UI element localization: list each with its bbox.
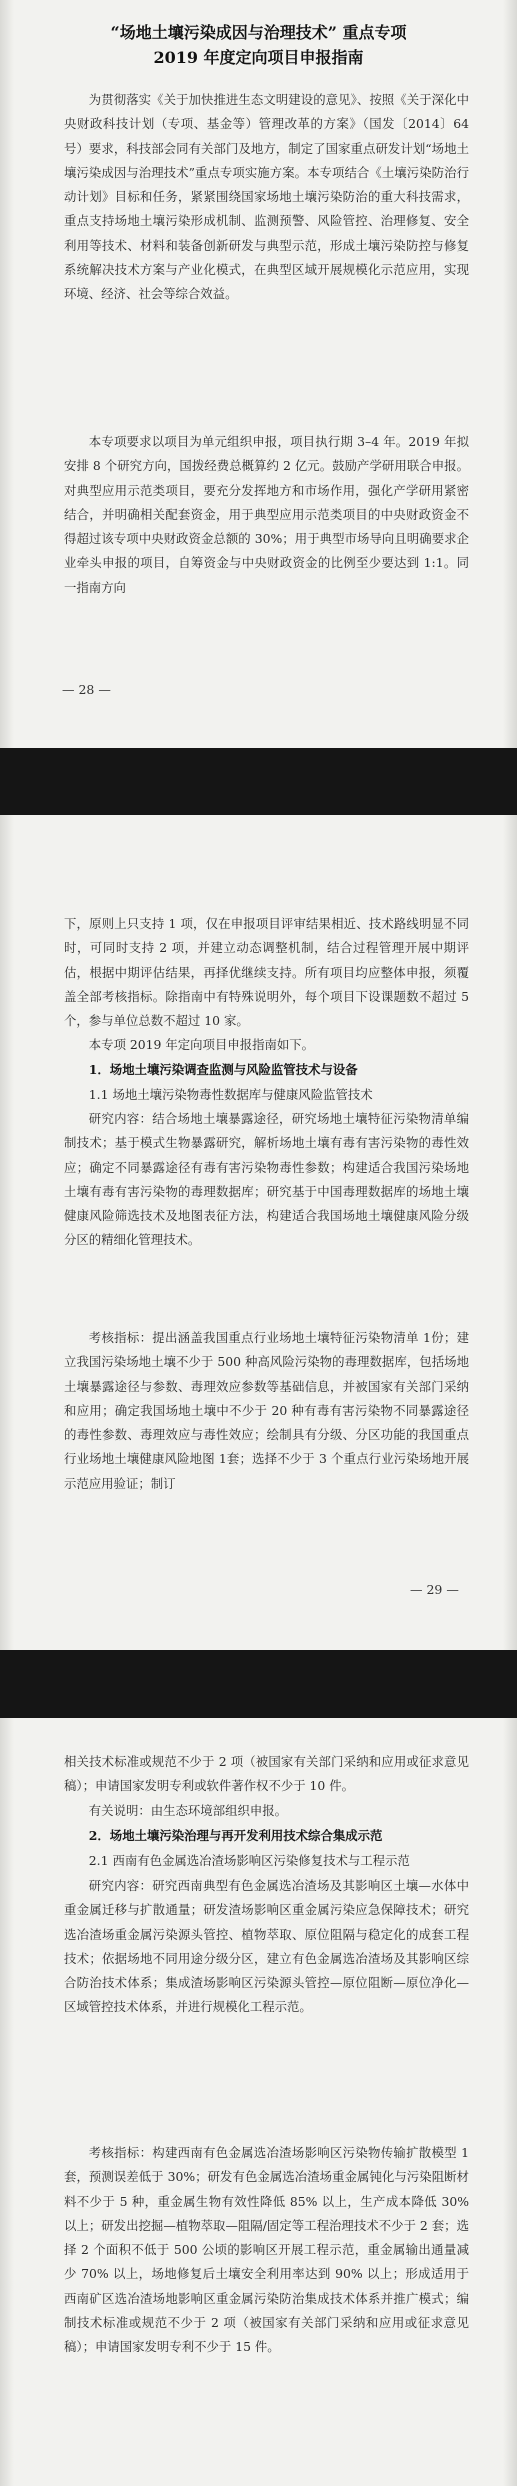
document-page-28 xyxy=(0,0,517,748)
funding-paragraph: 本专项要求以项目为单元组织申报，项目执行期 3–4 年。2019 年拟安排 8 个研究方向，国拨经费总概算约 2 亿元。鼓励产学研用联合申报。对典型应用示范类项目，要充分发挥地方和市场作用，强化产学研用紧密结合，并明确相关配套资金，用于典型应用示范类项目的中央财政资金不得超过该专项中央财政资金总额的 30%；用于典型市场导向且明确要求企业牵头申报的项目，自筹资金与中央财政资金的比例至少要达到 1:1。同一指南方向 xyxy=(64,434,469,595)
subsection-heading-1-1: 1.1 场地土壤污染物毒性数据库与健康风险监管技术 xyxy=(88,1087,373,1102)
intro-paragraph: 为贯彻落实《关于加快推进生态文明建设的意见》、按照《关于深化中央财政科技计划（专项、基金等）管理改革的方案》（国发〔2014〕64号）要求，科技部会同有关部门及地方，制定了国家重点研发计划“场地土壤污染成因与治理技术”重点专项实施方案。本专项结合《土壤污染防治行动计划》目标和任务，紧紧围绕国家场地土壤污染防治的重大科技需求，重点支持场地土壤污染形成机制、监测预警、风险管控、治理修复、安全利用等技术、材料和装备创新研发与典型示范，形成土壤污染防控与修复系统解决技术方案与产业化模式，在典型区域开展规模化示范应用，实现环境、经济、社会等综合效益。 xyxy=(64,92,469,302)
research-content-2-1: 研究内容：研究西南典型有色金属选冶渣场及其影响区土壤—水体中重金属迁移与扩散通量；研发渣场影响区重金属污染应急保障技术；研究选冶渣场重金属污染源头管控、植物萃取、原位阻隔与稳定化的成套工程技术；依据场地不同用途分级分区，建立有色金属选冶渣场及其影响区综合防治技术体系；集成渣场影响区污染源头管控—原位阻断—原位净化—区域管控技术体系，并进行规模化工程示范。 xyxy=(64,1878,469,2015)
page-edge-shadow xyxy=(0,1718,14,2486)
page-edge-shadow xyxy=(0,0,14,748)
page-number: — 29 — xyxy=(410,1582,459,1597)
document-title-line1: “场地土壤污染成因与治理技术” 重点专项 xyxy=(110,23,407,42)
continued-paragraph: 相关技术标准或规范不少于 2 项（被国家有关部门采纳和应用或征求意见稿）；申请国家发明专利或软件著作权不少于 10 件。 xyxy=(64,1754,469,1794)
section-heading-2: 2．场地土壤污染治理与再开发利用技术综合集成示范 xyxy=(88,1828,383,1843)
page-edge-shadow xyxy=(0,815,14,1650)
research-content-1-1: 研究内容：结合场地土壤暴露途径，研究场地土壤特征污染物清单编制技术；基于模式生物暴露研究，解析场地土壤有毒有害污染物的毒性效应；确定不同暴露途径有毒有害污染物毒性参数；构建适合我国污染场地土壤有毒有害污染物的毒理数据库；研究基于中国毒理数据库的场地土壤健康风险筛选技术及地图表征方法，构建适合我国场地土壤健康风险分级分区的精细化管理技术。 xyxy=(64,1111,469,1248)
continued-paragraph: 下，原则上只支持 1 项，仅在申报项目评审结果相近、技术路线明显不同时，可同时支持 2 项，并建立动态调整机制，结合过程管理开展中期评估，根据中期评估结果，再择优继续支持。所有项目均应整体申报，须覆盖全部考核指标。除指南中有特殊说明外，每个项目下设课题数不超过 5 个，参与单位总数不超过 10 家。 xyxy=(64,916,469,1029)
section-heading-1: 1．场地土壤污染调查监测与风险监管技术与设备 xyxy=(88,1062,358,1077)
page-edge-shadow xyxy=(503,1718,517,2486)
page-gap xyxy=(0,1650,517,1718)
document-title-line2: 2019 年度定向项目申报指南 xyxy=(153,48,364,67)
page-number: — 28 — xyxy=(62,682,111,697)
subsection-heading-2-1: 2.1 西南有色金属选冶渣场影响区污染修复技术与工程示范 xyxy=(88,1853,410,1868)
assessment-indicators-1-1: 考核指标：提出涵盖我国重点行业场地土壤特征污染物清单 1份；建立我国污染场地土壤不少于 500 种高风险污染物的毒理数据库，包括场地土壤暴露途径与参数、毒理效应参数等基础信息，并被国家有关部门采纳和应用；确定我国场地土壤中不少于 20 种有毒有害污染物不同暴露途径的毒性参数、毒理效应与毒性效应；绘制具有分级、分区功能的我国重点行业场地土壤健康风险地图 1套；选择不少于 3 个重点行业污染场地开展示范应用验证；制订 xyxy=(64,1330,469,1491)
guide-intro-line: 本专项 2019 年定向项目申报指南如下。 xyxy=(88,1037,315,1052)
assessment-indicators-2-1: 考核指标：构建西南有色金属选冶渣场影响区污染物传输扩散模型 1 套，预测误差低于 30%；研发有色金属选冶渣场重金属钝化与污染阻断材料不少于 5 种，重金属生物有效性降低 85% 以上，生产成本降低 30% 以上；研发出挖掘—植物萃取—阻隔/固定等工程治理技术不少于 2 套；选择 2 个面积不低于 500 公顷的影响区开展工程示范，重金属输出通量减少 70% 以上，场地修复后土壤安全利用率达到 90% 以上；形成适用于西南矿区选冶渣场地影响区重金属污染防治集成技术体系并推广模式；编制技术标准或规范不少于 2 项（被国家有关部门采纳和应用或征求意见稿）；申请国家发明专利不少于 15 件。 xyxy=(64,2145,469,2355)
page-edge-shadow xyxy=(503,0,517,748)
document-page-30 xyxy=(0,1718,517,2486)
page-gap xyxy=(0,748,517,815)
document-page-29 xyxy=(0,815,517,1650)
note-line: 有关说明：由生态环境部组织申报。 xyxy=(88,1803,288,1818)
page-edge-shadow xyxy=(503,815,517,1650)
